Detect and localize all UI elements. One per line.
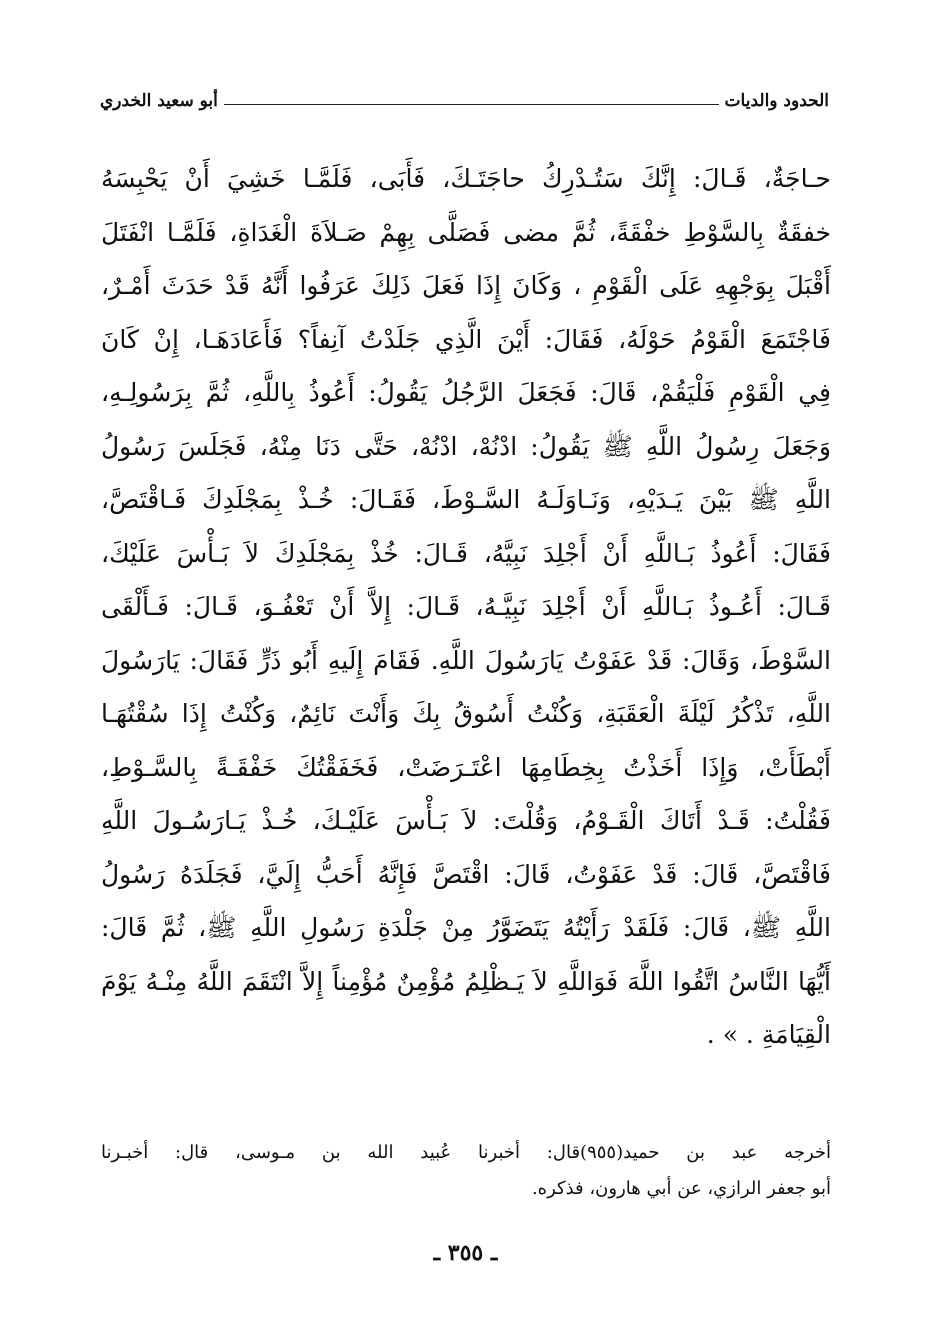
text-line: فَقَالَ: أَعُوذُ بَـاللَّهِ أَنْ أَجْلِدَ نَبِيَّهُ، قَـالَ: خُذْ بِمَجْلَدِكَ لاَ بَـأْسَ عَلَيْكَ، [101, 538, 831, 568]
section-title: أبو سعيد الخدري [100, 91, 218, 111]
text-line: أَبْطَأَتْ، وَإِذَا أَخَذْتُ بِخِطَامِهَا اعْتَـرَضَتْ، فَخَفَقْتُكَ خَفْقَـةً بِالسَّـوْطِ، [101, 752, 831, 782]
text-line: فَاجْتَمَعَ الْقَوْمُ حَوْلَهُ، فَقَالَ: أَيْنَ الَّذِي جَلَدْتُ آنِفاً؟ فَأَعَادَهَـا، إِنْ كَانَ [101, 324, 831, 354]
text-line: قَـالَ: أَعُـوذُ بَـاللَّهِ أَنْ أَجْلِدَ نَبِيَّـهُ، قَـالَ: إِلاَّ أَنْ تَعْفُـوَ، قَـالَ: فَـأَلْقَى [101, 592, 831, 621]
text-line: أَقْبَلَ بِوَجْهِهِ عَلَى الْقَوْمِ ، وَكَانَ إِذَا فَعَلَ ذَلِكَ عَرَفُوا أَنَّهُ قَدْ حَدَثَ أَمْـرٌ، [101, 271, 831, 300]
running-header [100, 86, 829, 116]
text-line: اللَّهِ، تَذْكُرُ لَيْلَةَ الْعَقَبَةِ، وَكُنْتُ أَسُوقُ بِكَ وَأَنْتَ نَائِمٌ، وَكُنْتُ إِذَا سُقْتُهَـا [101, 699, 831, 728]
text-line: اللَّهِ ﷺ بَيْنَ يَـدَيْهِ، وَنَـاوَلَـهُ السَّـوْطَ، فَقَـالَ: خُـذْ بِمَجْلَدِكَ فَـاقْتَصَّ، [101, 485, 831, 514]
text-line: فَقُلْتُ: قَـدْ أَتَاكَ الْقَـوْمُ، وَقُلْتَ: لاَ بَـأْسَ عَلَيْـكَ، خُـذْ يَـارَسُـولَ اللَّهِ [101, 806, 831, 835]
text-line: فِي الْقَوْمِ فَلْيَقُمْ، قَالَ: فَجَعَلَ الرَّجُلُ يَقُولُ: أَعُوذُ بِاللَّهِ، ثُمَّ بِرَسُولِـهِ، [101, 378, 831, 407]
footnote-line: أبو جعفر الرازي، عن أبي هارون، فذكره. [531, 1178, 831, 1199]
main-text [101, 152, 831, 1062]
text-line: خفقَةٌ بِالسَّوْطِ خفْقَةً، ثُمَّ مضى فَصَلَّى بِهِمْ صَـلاَةَ الْغَدَاةِ، فَلَمَّـا انْفَتَلَ [101, 217, 831, 247]
text-line: أَيُّهَا النَّاسُ اتَّقُوا اللَّهَ فَوَاللَّهِ لاَ يَـظْلِمُ مُؤْمِنٌ مُؤْمِناً إِلاَّ انْتَقَمَ اللَّهُ مِنْـهُ يَوْمَ [101, 966, 831, 996]
header-rule [224, 104, 719, 105]
chapter-title: الحدود والديات [724, 91, 829, 111]
page-number: ـ ٣٥٥ ـ [433, 1240, 498, 1266]
text-line: السَّوْطَ، وَقَالَ: قَدْ عَفَوْتُ يَارَسُولَ اللَّهِ. فَقَامَ إِلَيهِ أَبُو ذَرٍّ فَقَالَ: يَارَسُولَ [101, 645, 831, 675]
footnote [101, 1135, 831, 1207]
text-line: اللَّهِ ﷺ، قَالَ: فَلَقَدْ رَأَيْتُهُ يَتَضَوَّرُ مِنْ جَلْدَةِ رَسُولِ اللَّهِ ﷺ، ثُمَّ قَالَ: [101, 913, 831, 942]
text-line: الْقِيَامَةِ . » . [706, 1020, 831, 1049]
footnote-line: أخرجه عبد بن حميد(٩٥٥)قال: أخبرنا عُبيد الله بن مـوسى، قال: أخبـرنا [101, 1142, 831, 1163]
text-line: فَاقْتَصَّ، قَالَ: قَدْ عَفَوْتُ، قَالَ: اقْتَصَّ فَإِنَّهُ أَحَبُّ إِلَيَّ، فَجَلَدَهُ رَسُولُ [101, 859, 831, 889]
text-line: حـاجَةٌ، قَـالَ: إِنَّكَ سَتُـدْرِكُ حاجَتَـكَ، فَأَبَى، فَلَمَّـا خَشِيَ أَنْ يَحْبِسَهُ [101, 164, 831, 193]
text-line: وَجَعَلَ رِسُولُ اللَّهِ ﷺ يَقُولُ: ادْنُهْ، ادْنُهْ، حَتَّى دَنَا مِنْهُ، فَجَلَسَ رَسُولُ [101, 431, 831, 461]
